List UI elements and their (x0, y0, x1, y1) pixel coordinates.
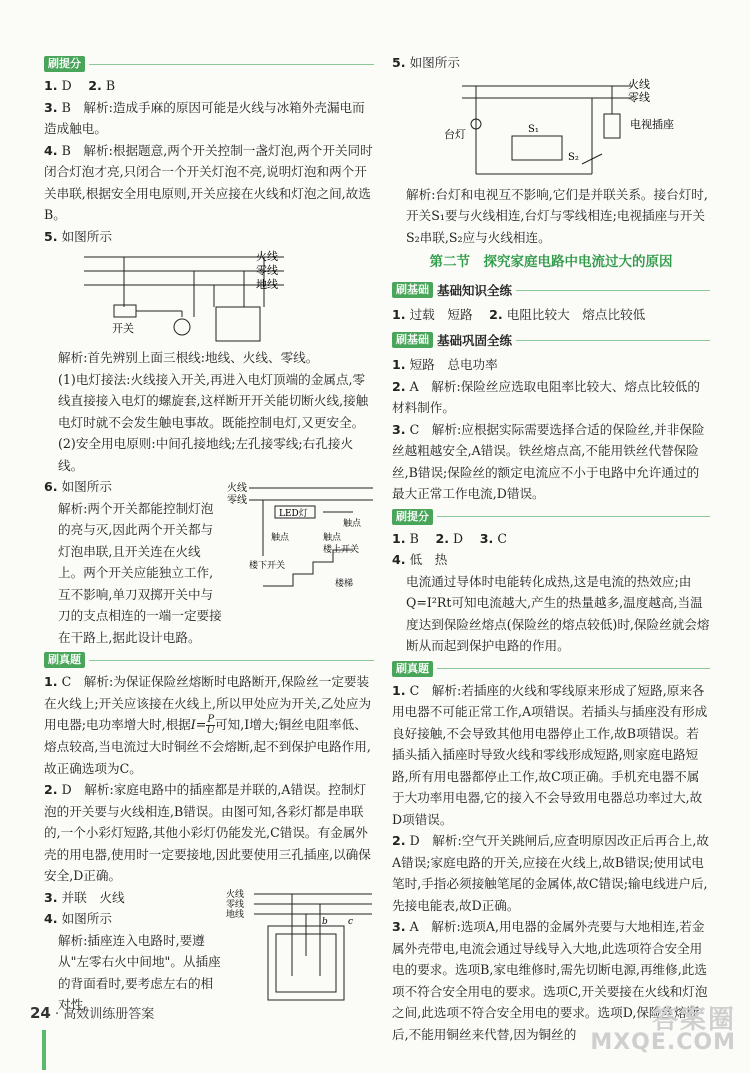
analysis-text: 解析:两个开关都能控制灯泡的亮与灭,因此两个开关都与灯泡串联,且开关连在火线上。两个开关应能独立工作,互不影响,单刀双掷开关中与刀的支点相连的一端一定要接在干路上,据此设计电路。 (58, 500, 222, 645)
svg-text:楼上开关: 楼上开关 (322, 544, 359, 555)
footer-title: 高效训练册答案 (63, 1007, 155, 1022)
right-column (392, 52, 710, 1045)
answer-item: 4. 如图所示 (44, 911, 112, 926)
page-footer: 24 · 高效训练册答案 (30, 1004, 155, 1022)
answer-item: 2. D 解析:空气开关跳闸后,应查明原因改正后再合上,故A错误;家庭电路的开关,应接在火线上,故B错误;使用试电笔时,手指必须接触笔尾的金属体,故C错误;输电线进户后,先接电能表,故D正确。 (392, 833, 709, 913)
answer-item: 1. C 解析:为保证保险丝熔断时电路断开,保险丝一定要装在火线上;开关应该接在火线上,所以甲处应为开关,乙处应为用电器;电功率增大时,根据I= $\frac{P}{U}$ 可知,I增大;铜丝电阻率低、熔点较高,当电流过大时铜丝不会熔断,起不到保护电路作用,故正确选项为C。 (44, 674, 372, 776)
section-tag-row (44, 652, 374, 668)
answer-item: 6. 如图所示 (44, 479, 112, 494)
section-tag: 刷基础 (392, 282, 433, 298)
analysis-text: 解析:首先辨别上面三根线:地线、火线、零线。 (58, 350, 319, 365)
circuit-diagram-stairs (223, 476, 374, 596)
svg-text:触点: 触点 (322, 532, 341, 543)
svg-text:c: c (348, 917, 354, 927)
svg-text:电视插座: 电视插座 (630, 117, 674, 131)
answer-item: 5. 如图所示 (44, 228, 112, 244)
svg-text:零线: 零线 (256, 264, 278, 277)
svg-text:地线: 地线 (226, 910, 245, 920)
watermark-logo: 答案圈 MXQE.COM (590, 1005, 736, 1055)
svg-text:地线: 地线 (256, 278, 278, 291)
socket-diagram (224, 886, 374, 1004)
svg-text:楼下开关: 楼下开关 (248, 560, 285, 571)
circuit-diagram-wiring (64, 247, 334, 347)
svg-text:火线: 火线 (628, 77, 650, 91)
answer-item: 1. B 2. D 3. C (392, 530, 507, 546)
analysis-text: 解析:台灯和电视互不影响,它们是并联关系。接台灯时,开关S₁要与火线相连,台灯与零线相连;电视插座与开关S₂串联,S₂应与火线相连。 (406, 186, 708, 245)
answer-item: 3. 并联 火线 (44, 889, 125, 905)
answer-item: 3. C 解析:应根据实际需要选择合适的保险丝,并非保险丝越粗越安全,A错误。铁丝熔点高,不能用铁丝代替保险丝,B错误;保险丝的额定电流应不小于电路中允许通过的最大正常工作电流,D错误。 (392, 421, 705, 501)
section-tag-row: 刷基础 基础巩固全练 (392, 330, 710, 352)
section-tag: 刷真题 (392, 661, 433, 677)
svg-text:S₁: S₁ (528, 123, 539, 135)
left-column (44, 52, 374, 1016)
circuit-diagram-tv (432, 74, 692, 184)
answer-item: 1. 短路 总电功率 (392, 357, 498, 372)
svg-text:零线: 零线 (226, 494, 247, 506)
answer-item: 1. D 2. B (44, 78, 116, 93)
section-tag: 刷基础 (392, 332, 433, 348)
svg-text:零线: 零线 (628, 90, 650, 104)
footer-accent-line (42, 1030, 46, 1070)
section-tag-row: 刷基础 基础知识全练 (392, 280, 710, 302)
svg-text:火线: 火线 (226, 482, 247, 494)
svg-text:S₂: S₂ (568, 151, 579, 163)
page-number: 24 (30, 1004, 51, 1022)
answer-item: 4. B 解析:根据题意,两个开关控制一盏灯泡,两个开关同时闭合灯泡才亮,只闭合一个开关灯泡不亮,说明灯泡和两个开关串联,根据安全用电原则,开关应接在火线和灯泡之间,故选B。 (44, 142, 373, 222)
svg-text:触点: 触点 (342, 518, 361, 529)
svg-text:楼梯: 楼梯 (334, 578, 353, 589)
answer-item: 2. A 解析:保险丝应选取电阻率比较大、熔点比较低的材料制作。 (392, 378, 700, 415)
answer-item: 1. C 解析:若插座的火线和零线原来形成了短路,原来各用电器不可能正常工作,A项错误。若插头与插座没有形成良好接触,不会导致其他用电器停止工作,故B项错误。若插头插入插座时导致火线和零线形成短路,则家庭电路短路,所有用电器都停止工作,故C项正确。手机充电器不属于大功率用电器,它的接入不会导致用电器总功率过大,故D项错误。 (392, 682, 708, 827)
svg-text:开关: 开关 (112, 322, 134, 335)
answer-item: 2. D 解析:家庭电路中的插座都是并联的,A错误。控制灯泡的开关要与火线相连,B错误。由图可知,各彩灯都是串联的,一个小彩灯短路,其他小彩灯仍能发光,C错误。有金属外壳的用电器,使用时一定要接地,因此要使用三孔插座,以确保安全,D正确。 (44, 782, 371, 883)
svg-text:触点: 触点 (270, 532, 289, 543)
section-tag-row (392, 509, 710, 525)
section-tag-row (44, 56, 374, 72)
answer-item: 4. 低 热 (392, 552, 448, 567)
svg-text:火线: 火线 (226, 890, 245, 900)
svg-text:台灯: 台灯 (444, 127, 466, 141)
analysis-text: 电流通过导体时电能转化成热,这是电流的热效应;由Q=I²Rt可知电流越大,产生的热量越多,温度越高,当温度达到保险丝熔点(保险丝的熔点较低)时,保险丝就会熔断从而起到保护电路的作用。 (406, 573, 710, 653)
analysis-text: 解析:插座连入电路时,要遵从"左零右火中间地"。从插座的背面看时,要考虑左右的相对性。 (58, 932, 221, 1012)
answer-item: 5. 如图所示 (392, 55, 460, 70)
answer-item: 1. 过载 短路 2. 电阻比较大 熔点比较低 (392, 307, 646, 322)
analysis-text: (1)电灯接法:火线接入开关,再进入电灯顶端的金属点,零线直接接入电灯的螺旋套,这样断开开关能切断火线,接触电灯时就不会发生触电事故。既能控制电灯,又更安全。 (58, 371, 369, 430)
svg-text:b: b (322, 917, 328, 927)
section-title: 第二节 探究家庭电路中电流过大的原因 (429, 254, 673, 270)
answer-item: 3. A 解析:选项A,用电器的金属外壳要与大地相连,若金属外壳带电,电流会通过导线导入大地,此选项符合安全用电的要求。选项B,家电维修时,需先切断电源,再维修,此选项不符合安全用电的要求。选项C,开关要接在火线和灯泡之间,此选项不符合安全用电的要求。选项D,保险丝熔断后,不能用铜丝来代替,因为铜丝的 (392, 919, 708, 1042)
svg-text:零线: 零线 (226, 900, 245, 910)
svg-text:LED灯: LED灯 (278, 508, 308, 519)
answer-item: 3. B 解析:造成手麻的原因可能是火线与冰箱外壳漏电而造成触电。 (44, 99, 365, 136)
svg-text:火线: 火线 (256, 250, 278, 263)
section-tag: 刷提分 (44, 56, 85, 72)
section-tag: 刷提分 (392, 509, 433, 525)
section-tag-row (392, 661, 710, 677)
section-tag: 刷真题 (44, 652, 85, 668)
analysis-text: (2)安全用电原则:中间孔接地线;左孔接零线;右孔接火线。 (58, 436, 354, 473)
